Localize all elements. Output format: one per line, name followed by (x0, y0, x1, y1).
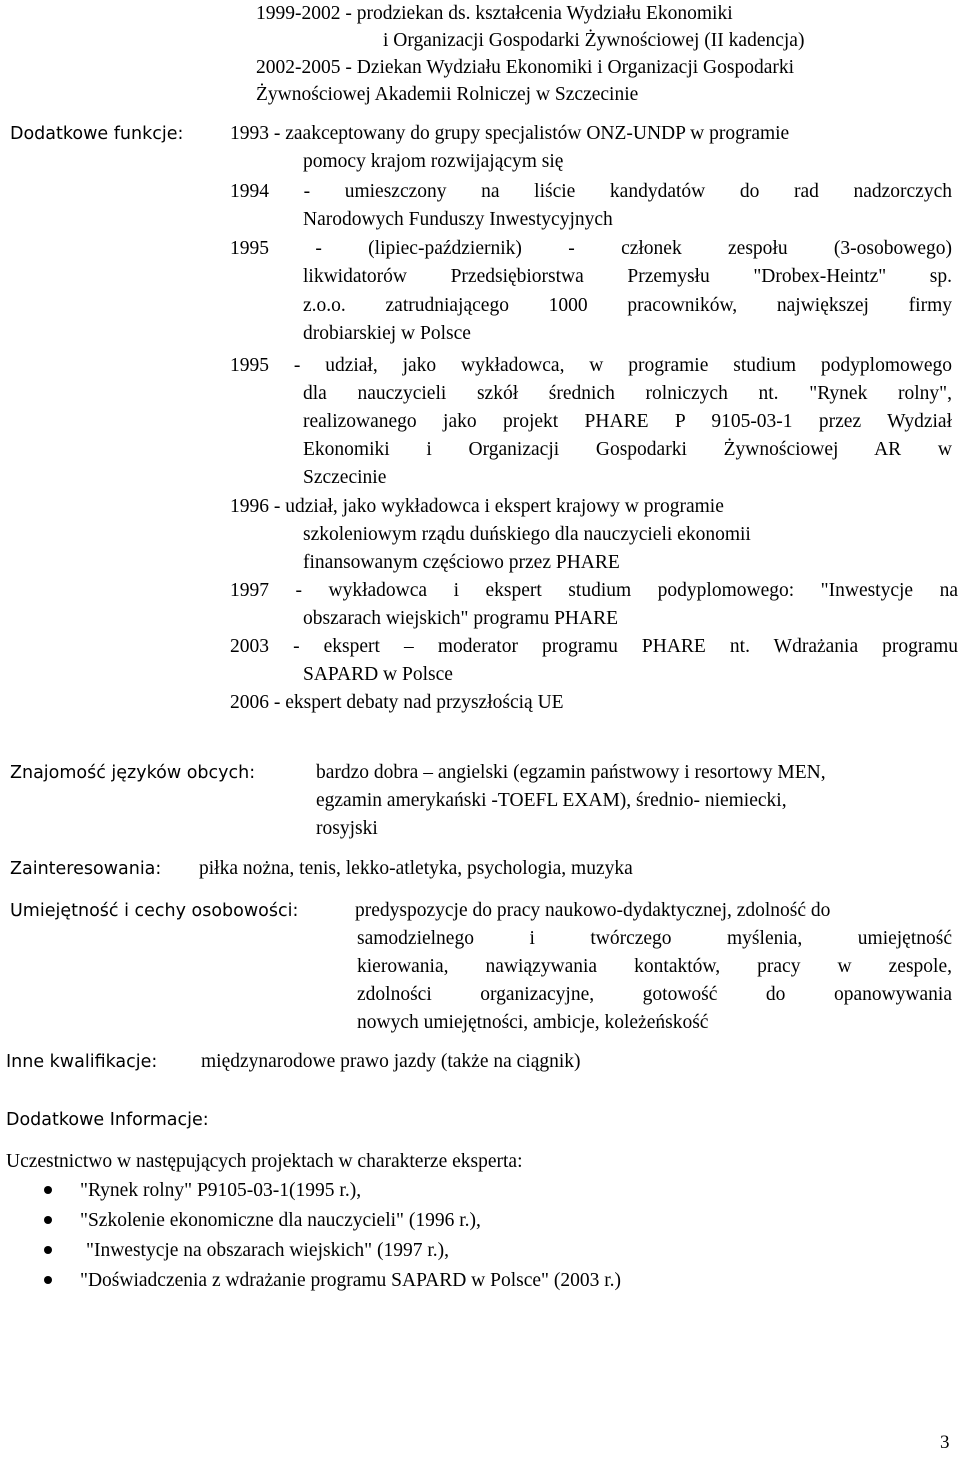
text-line: Szczecinie (303, 467, 387, 488)
text-line: drobiarskiej w Polsce (303, 323, 471, 344)
text-line: 1994 - umieszczony na liście kandydatów do rad nadzorczych (230, 181, 952, 202)
text-line: 1999-2002 - prodziekan ds. kształcenia Wydziału Ekonomiki (256, 3, 733, 24)
list-item: "Inwestycje na obszarach wiejskich" (1997 r.), (86, 1240, 450, 1261)
text-line: obszarach wiejskich" programu PHARE (303, 608, 619, 629)
text-line: likwidatorów Przedsiębiorstwa Przemysłu "Drobex-Heintz" sp. (303, 266, 952, 287)
text-line: Narodowych Funduszy Inwestycyjnych (303, 209, 613, 230)
text-line: nowych umiejętności, ambicje, koleżeńskość (357, 1012, 709, 1033)
text-line: 1997 - wykładowca i ekspert studium podyplomowego: "Inwestycje na (230, 580, 958, 601)
text-line: szkoleniowym rządu duńskiego dla nauczycieli ekonomii (303, 524, 751, 545)
text-line: 1996 - udział, jako wykładowca i ekspert krajowy w programie (230, 496, 724, 517)
list-item: "Rynek rolny" P9105-03-1(1995 r.), (80, 1180, 362, 1201)
bullet-icon (44, 1246, 52, 1254)
section-label-functions: Dodatkowe funkcje: (10, 124, 184, 144)
text-line: 1995 - (lipiec-październik) - członek zespołu (3-osobowego) (230, 238, 952, 259)
text-line: 2002-2005 - Dziekan Wydziału Ekonomiki i Organizacji Gospodarki (256, 57, 795, 78)
list-item: "Szkolenie ekonomiczne dla nauczycieli" (1996 r.), (80, 1210, 481, 1231)
text-line: 1993 - zaakceptowany do grupy specjalistów ONZ-UNDP w programie (230, 123, 790, 144)
list-item: "Doświadczenia z wdrażanie programu SAPARD w Polsce" (2003 r.) (80, 1270, 622, 1291)
text-line: egzamin amerykański -TOEFL EXAM), średnio- niemiecki, (316, 790, 787, 811)
page-number: 3 (940, 1432, 950, 1453)
text-line: z.o.o. zatrudniającego 1000 pracowników, największej firmy (303, 295, 952, 316)
text-line: samodzielnego i twórczego myślenia, umiejętność (357, 928, 952, 949)
text-line: realizowanego jako projekt PHARE P 9105-03-1 przez Wydział (303, 411, 952, 432)
bullet-icon (44, 1276, 52, 1284)
text-line: zdolności organizacyjne, gotowość do opanowywania (357, 984, 952, 1005)
section-label-languages: Znajomość języków obcych: (10, 763, 256, 783)
text-line: piłka nożna, tenis, lekko-atletyka, psychologia, muzyka (199, 858, 633, 879)
text-line: 1995 - udział, jako wykładowca, w programie studium podyplomowego (230, 355, 952, 376)
text-line: pomocy krajom rozwijającym się (303, 151, 564, 172)
bullet-icon (44, 1186, 52, 1194)
text-line: kierowania, nawiązywania kontaktów, pracy w zespole, (357, 956, 952, 977)
section-label-interests: Zainteresowania: (10, 859, 162, 879)
text-line: finansowanym częściowo przez PHARE (303, 552, 620, 573)
text-line: i Organizacji Gospodarki Żywnościowej (II kadencja) (383, 30, 805, 51)
bullet-icon (44, 1216, 52, 1224)
section-label-other: Inne kwalifikacje: (6, 1052, 158, 1072)
section-label-skills: Umiejętność i cechy osobowości: (10, 901, 299, 921)
text-line: predyspozycje do pracy naukowo-dydaktycznej, zdolność do (355, 900, 831, 921)
text-line: SAPARD w Polsce (303, 664, 453, 685)
text-line: międzynarodowe prawo jazdy (także na ciągnik) (201, 1051, 581, 1072)
text-line: Ekonomiki i Organizacji Gospodarki Żywnościowej AR w (303, 439, 952, 460)
text-line: dla nauczycieli szkół średnich rolniczych nt. "Rynek rolny", (303, 383, 952, 404)
text-line: bardzo dobra – angielski (egzamin państwowy i resortowy MEN, (316, 762, 826, 783)
text-line: rosyjski (316, 818, 378, 839)
section-label-additional: Dodatkowe Informacje: (6, 1110, 209, 1130)
text-line: 2003 - ekspert – moderator programu PHARE nt. Wdrażania programu (230, 636, 958, 657)
text-line: 2006 - ekspert debaty nad przyszłością UE (230, 692, 564, 713)
text-line: Żywnościowej Akademii Rolniczej w Szczecinie (256, 84, 639, 105)
text-line: Uczestnictwo w następujących projektach w charakterze eksperta: (6, 1151, 523, 1172)
